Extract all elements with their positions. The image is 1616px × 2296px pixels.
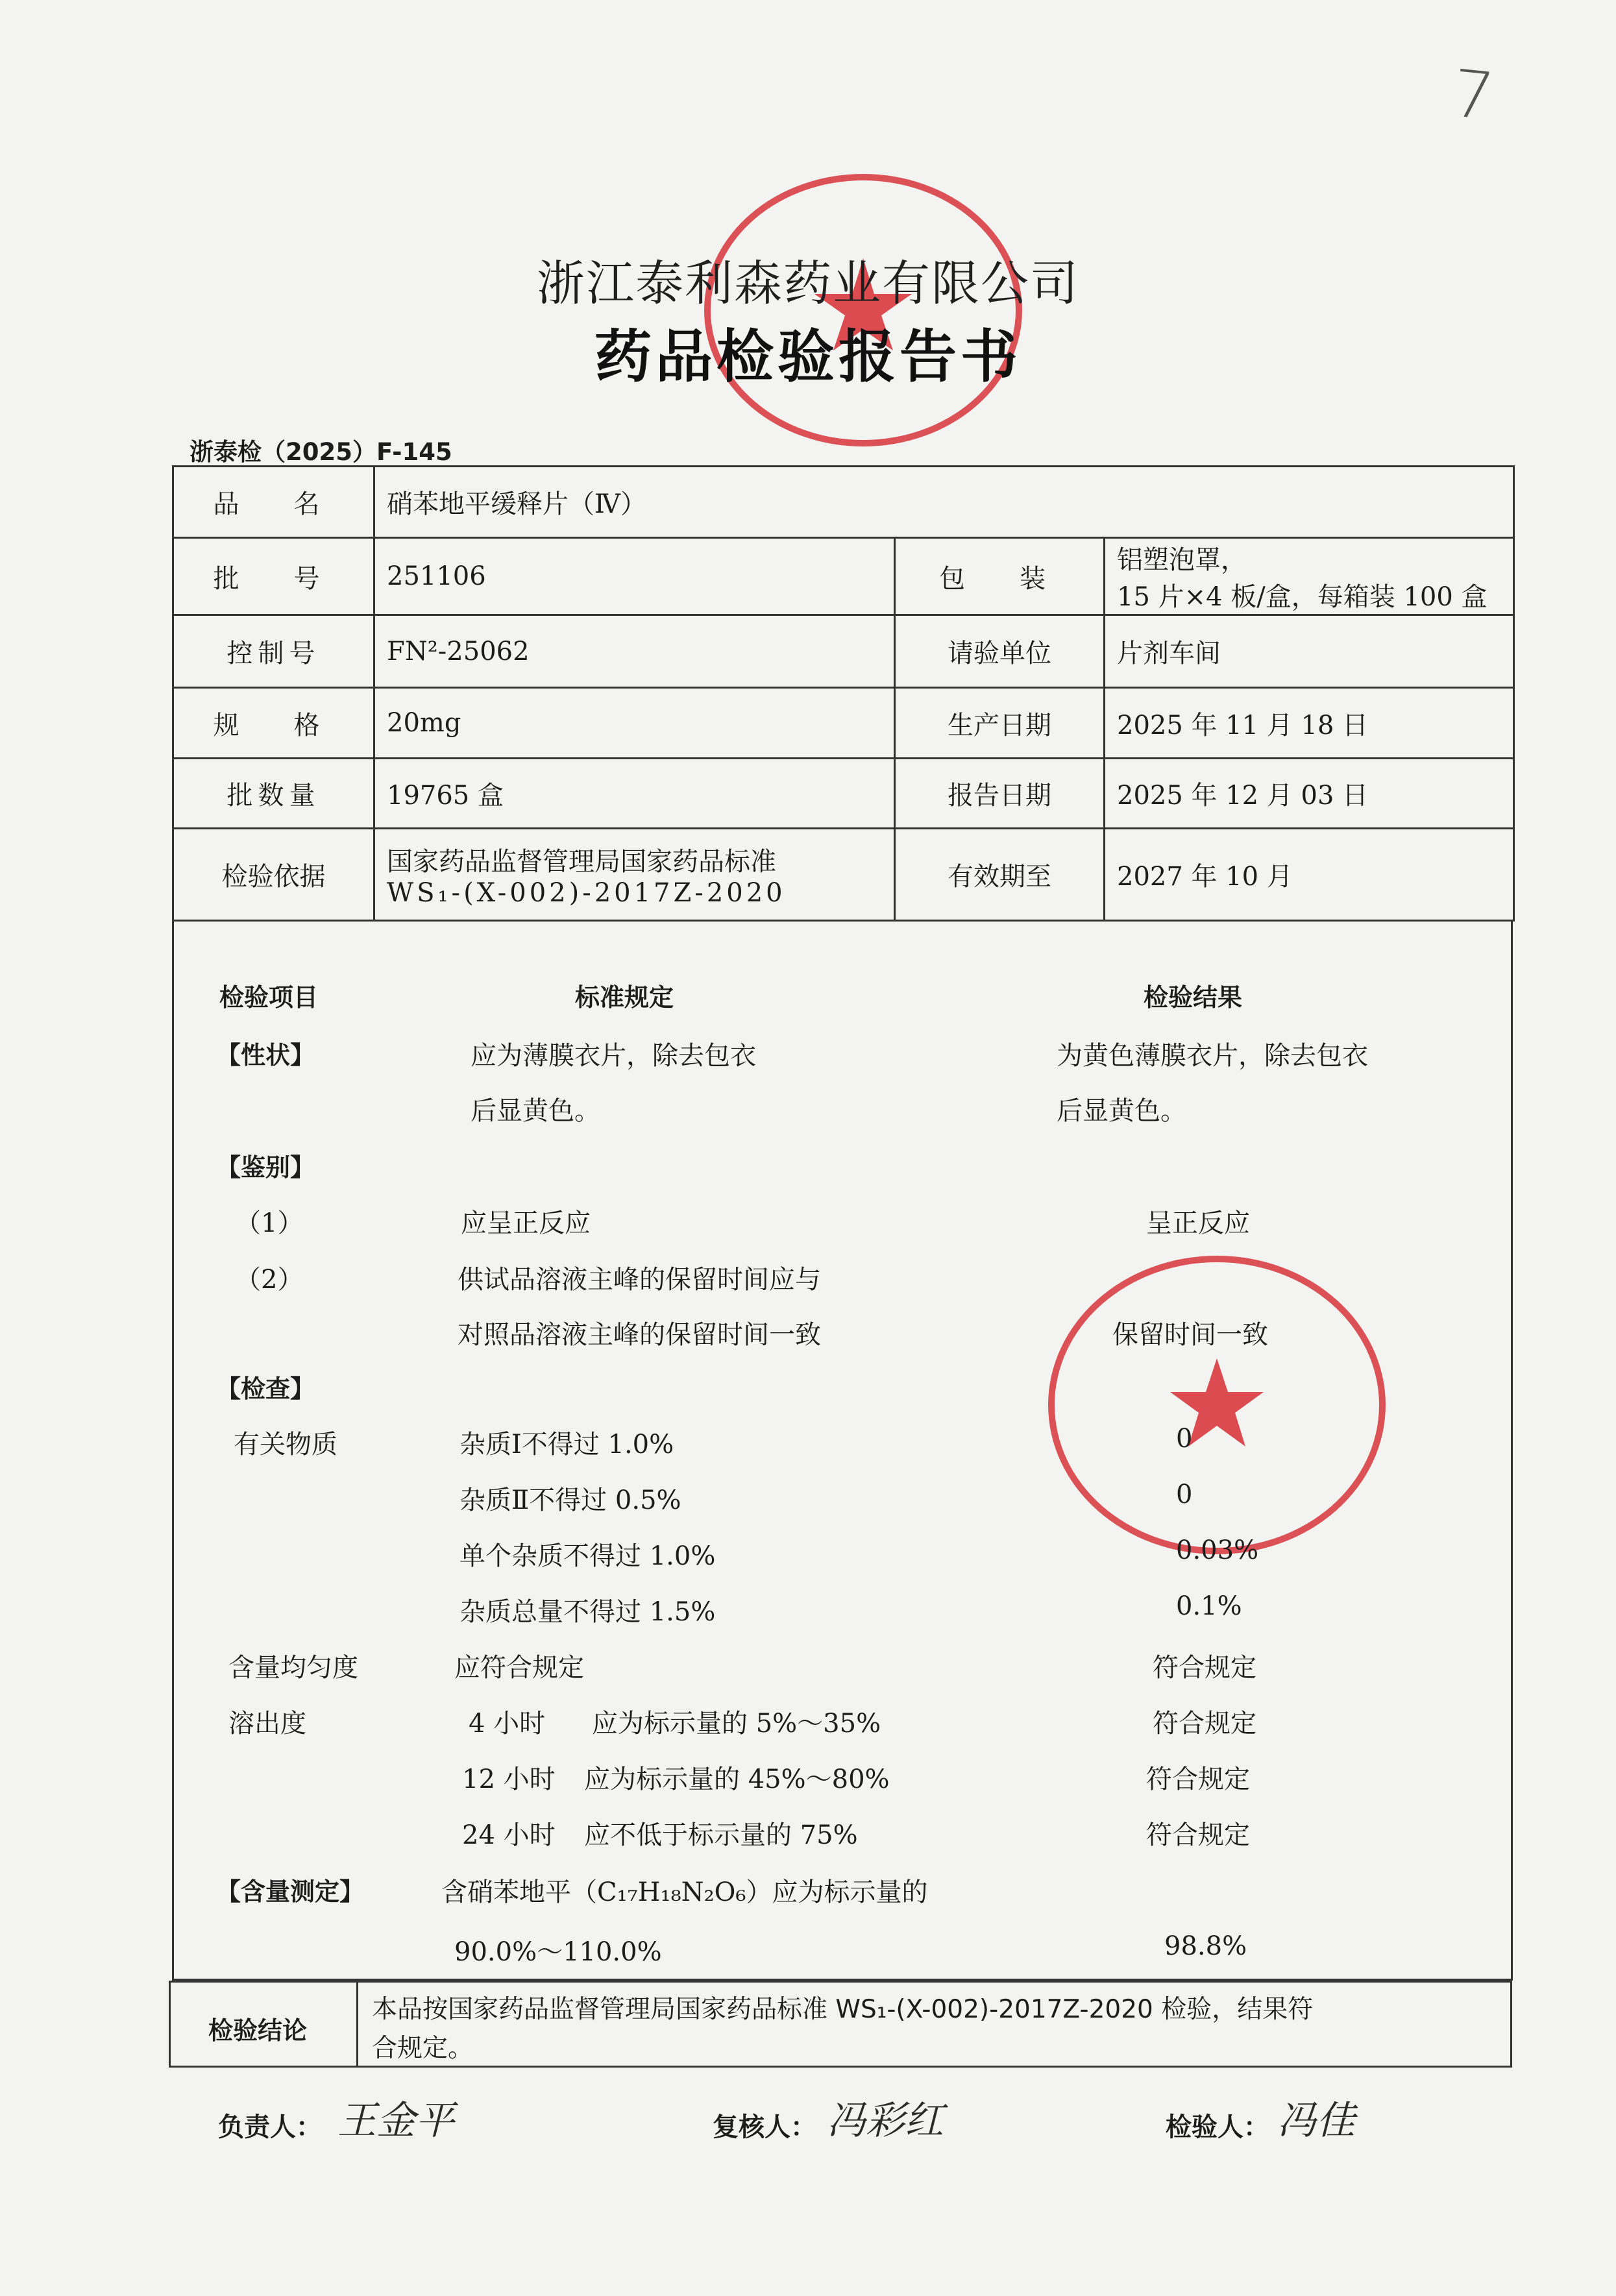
appearance-heading: 【性状】 [216, 1041, 315, 1069]
company-name: 浙江泰利森药业有限公司 [537, 256, 1079, 311]
conclusion-divider [356, 1983, 358, 2066]
ident1-result: 呈正反应 [1146, 1208, 1250, 1238]
col-header-item: 检验项目 [219, 983, 319, 1012]
dissolution1-time: 4 小时 [469, 1709, 546, 1739]
dissolution-label: 溶出度 [228, 1709, 306, 1739]
package-value [1105, 538, 1514, 615]
ident2-standard-2: 对照品溶液主峰的保留时间一致 [458, 1320, 821, 1350]
basis-value-line2: WS₁-(X-002)-2017Z-2020 [387, 878, 786, 908]
quantity-value: 19765 盒 [374, 759, 895, 829]
impurity3-standard: 单个杂质不得过 1.0% [459, 1541, 716, 1571]
production-date-label: 生产日期 [895, 688, 1105, 759]
uniformity-result: 符合规定 [1153, 1653, 1256, 1683]
package-label: 包 装 [895, 538, 1105, 615]
inspector-signature: 冯佳 [1277, 2098, 1355, 2143]
responsible-signature: 王金平 [337, 2098, 454, 2143]
control-value: FN²-25062 [374, 615, 895, 688]
applicant-value: 片剂车间 [1105, 615, 1514, 688]
batch-value: 251106 [374, 538, 895, 615]
report-date-label: 报告日期 [895, 759, 1105, 829]
col-header-standard: 标准规定 [575, 983, 674, 1012]
col-header-result: 检验结果 [1144, 983, 1243, 1012]
impurity1-result: 0 [1176, 1424, 1193, 1454]
spec-label: 规 格 [173, 688, 374, 759]
applicant-label: 请验单位 [895, 615, 1105, 688]
spec-value: 20mg [374, 688, 895, 759]
impurity4-standard: 杂质总量不得过 1.5% [459, 1597, 716, 1627]
basis-label: 检验依据 [173, 829, 374, 921]
ident2-result: 保留时间一致 [1112, 1320, 1268, 1350]
appearance-result-2: 后显黄色。 [1057, 1096, 1186, 1126]
ident2-standard-1: 供试品溶液主峰的保留时间应与 [458, 1265, 821, 1295]
header-table [172, 465, 1515, 922]
product-label: 品 名 [173, 467, 374, 538]
impurity4-result: 0.1% [1176, 1591, 1242, 1621]
conclusion-text-2: 合规定。 [372, 2034, 474, 2063]
dissolution1-result: 符合规定 [1153, 1709, 1256, 1739]
conclusion-box [169, 1981, 1512, 2068]
batch-label: 批 号 [173, 538, 374, 615]
reviewer-label: 复核人： [713, 2112, 816, 2142]
impurity1-standard: 杂质Ⅰ不得过 1.0% [459, 1430, 674, 1459]
document-number: 浙泰检（2025）F-145 [190, 438, 452, 466]
inspector-label: 检验人： [1166, 2112, 1269, 2142]
production-date-value: 2025 年 11 月 18 日 [1105, 688, 1514, 759]
appearance-standard-1: 应为薄膜衣片，除去包衣 [471, 1041, 756, 1071]
seal-star-icon-2 [1055, 1262, 1379, 1548]
control-label: 控制号 [173, 615, 374, 688]
check-heading: 【检查】 [216, 1374, 315, 1403]
reviewer-signature: 冯彩红 [827, 2098, 944, 2143]
dissolution3-time: 24 小时 [462, 1820, 556, 1850]
assay-heading: 【含量测定】 [216, 1877, 365, 1906]
appearance-result-1: 为黄色薄膜衣片，除去包衣 [1057, 1041, 1368, 1071]
conclusion-label: 检验结论 [208, 2016, 308, 2045]
identification-heading: 【鉴别】 [216, 1153, 315, 1182]
assay-result: 98.8% [1164, 1931, 1247, 1961]
conclusion-text-1: 本品按国家药品监督管理局国家药品标准 WS₁-(X-002)-2017Z-2020 检验，结果符 [372, 1995, 1314, 2024]
ident2-number: （2） [235, 1265, 304, 1295]
basis-value [374, 829, 895, 921]
uniformity-standard: 应符合规定 [454, 1653, 584, 1683]
uniformity-label: 含量均匀度 [228, 1653, 358, 1683]
responsible-label: 负责人： [218, 2112, 322, 2142]
dissolution3-standard: 应不低于标示量的 75% [584, 1820, 858, 1850]
related-substances-label: 有关物质 [234, 1430, 337, 1459]
report-date-value: 2025 年 12 月 03 日 [1105, 759, 1514, 829]
expiry-value: 2027 年 10 月 [1105, 829, 1514, 921]
dissolution3-result: 符合规定 [1146, 1820, 1250, 1850]
impurity3-result: 0.03% [1176, 1535, 1259, 1565]
dissolution2-standard: 应为标示量的 45%～80% [584, 1765, 890, 1794]
appearance-standard-2: 后显黄色。 [471, 1096, 600, 1126]
ident1-standard: 应呈正反应 [461, 1208, 591, 1238]
expiry-label: 有效期至 [895, 829, 1105, 921]
ident1-number: （1） [235, 1208, 304, 1238]
quality-seal-middle [1048, 1256, 1386, 1554]
quantity-label: 批数量 [173, 759, 374, 829]
dissolution2-time: 12 小时 [462, 1765, 556, 1794]
product-value: 硝苯地平缓释片（Ⅳ） [374, 467, 1514, 538]
basis-value-line1: 国家药品监督管理局国家药品标准 [387, 847, 776, 877]
impurity2-result: 0 [1176, 1480, 1193, 1509]
page-number: 7 [1449, 55, 1498, 136]
package-value-line1: 铝塑泡罩， [1117, 545, 1247, 575]
report-title: 药品检验报告书 [594, 323, 1022, 390]
dissolution1-standard: 应为标示量的 5%～35% [592, 1709, 881, 1739]
assay-standard-1: 含硝苯地平（C₁₇H₁₈N₂O₆）应为标示量的 [441, 1877, 928, 1907]
dissolution2-result: 符合规定 [1146, 1765, 1250, 1794]
impurity2-standard: 杂质Ⅱ不得过 0.5% [459, 1485, 681, 1515]
package-value-line2: 15 片×4 板/盒，每箱装 100 盒 [1117, 582, 1487, 612]
assay-standard-2: 90.0%～110.0% [454, 1937, 662, 1967]
